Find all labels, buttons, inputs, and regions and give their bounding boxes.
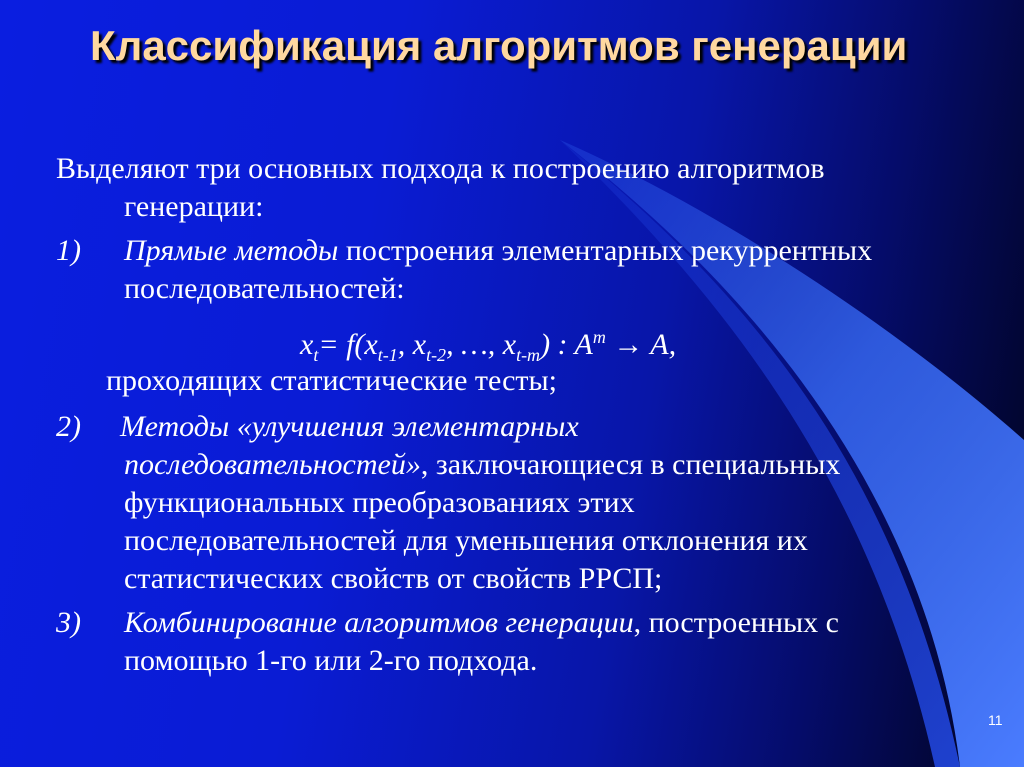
item-1-text: построения элементарных рекуррентных xyxy=(338,234,873,267)
item-2-line-1: Методы «улучшения элементарных xyxy=(120,410,579,443)
item-3-emphasis: Комбинирование алгоритмов генерации xyxy=(124,606,634,639)
item-3-line-2: помощью 1-го или 2-го подхода. xyxy=(124,644,538,677)
after-formula-text: проходящих статистические тесты; xyxy=(106,364,557,397)
item-2-line-4: последовательностей для уменьшения отклонения их xyxy=(124,524,808,557)
item-2-line-3: функциональных преобразованиях этих xyxy=(124,486,635,519)
item-1-number: 1) xyxy=(56,234,81,267)
item-2-number: 2) xyxy=(56,410,81,443)
page-number: 11 xyxy=(988,712,1003,728)
item-1-line-1 xyxy=(124,232,872,270)
item-1-emphasis: Прямые методы xyxy=(124,234,339,267)
item-2-line-5: статистических свойств от свойств РРСП; xyxy=(124,562,663,595)
intro-line-1: Выделяют три основных подхода к построению алгоритмов xyxy=(56,152,825,185)
recurrence-formula: $x_t= f(x_{t-1}$, $x_{t-2}$, …, $x_{t-m}$) : $A^m \to A$, xyxy=(300,327,677,365)
item-1-line-2: последовательностей: xyxy=(124,272,405,305)
item-2-line-2: последовательностей», заключающиеся в специальных xyxy=(124,448,841,481)
intro-line-2: генерации: xyxy=(124,190,264,223)
item-3-line-1: Комбинирование алгоритмов генерации, построенных с xyxy=(124,606,839,639)
item-3-number: 3) xyxy=(56,606,81,639)
slide-title: Классификация алгоритмов генерации xyxy=(90,22,908,69)
